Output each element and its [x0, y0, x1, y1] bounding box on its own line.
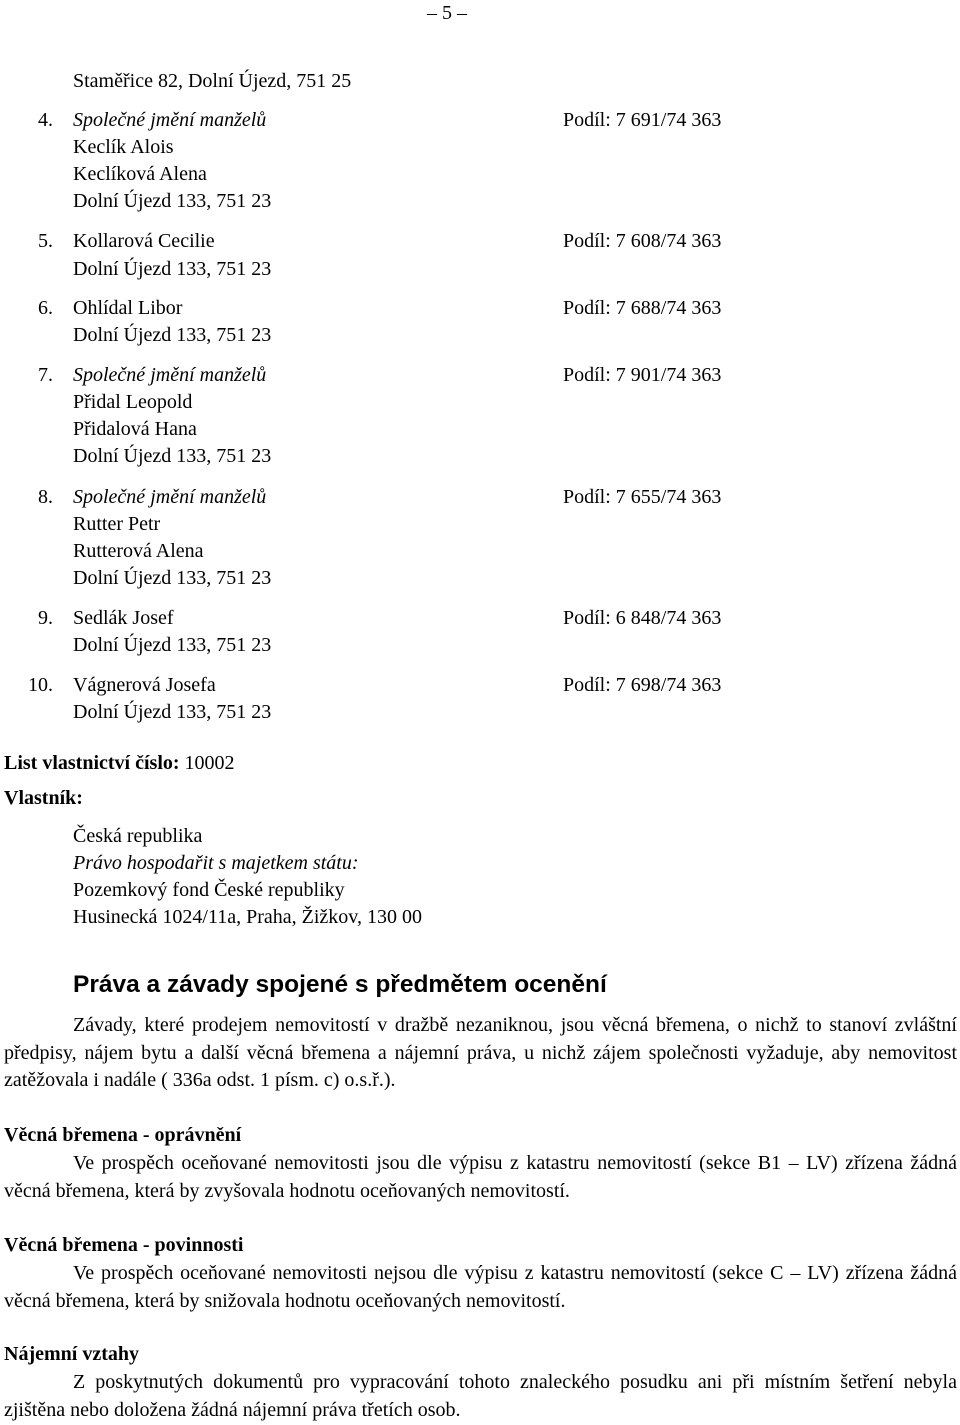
owner-number: 6. [38, 297, 53, 319]
owner-address: Dolní Újezd 133, 751 23 [73, 445, 272, 467]
owner-share: Podíl: 7 655/74 363 [563, 486, 722, 508]
owner-line: Keclík Alois [73, 136, 174, 158]
page-number: – 5 – [427, 2, 467, 24]
owner-address: Dolní Újezd 133, 751 23 [73, 567, 272, 589]
lv-fund: Pozemkový fond České republiky [73, 879, 345, 901]
owner-number: 7. [38, 364, 53, 386]
owner-line: Přidal Leopold [73, 391, 193, 413]
section-heading: Práva a závady spojené s předmětem ocenění [73, 971, 607, 998]
owner-share: Podíl: 7 698/74 363 [563, 674, 722, 696]
owner-number: 10. [28, 674, 53, 696]
owner-label: Vlastník: [4, 787, 83, 809]
owner-share: Podíl: 7 901/74 363 [563, 364, 722, 386]
owner-name: Společné jmění manželů [73, 486, 267, 508]
intro-paragraph: Závady, které prodejem nemovitostí v dražbě nezaniknou, jsou věcná břemena, o nichž to stanoví zvláštní předpisy, nájem bytu a další věcná břemena a nájemní práva, u nichž zájem společnosti vyžaduje, aby nemovitost zatěžovala i nadále ( 336a odst. 1 písm. c) o.s.ř.). [4, 1014, 957, 1091]
owner-number: 5. [38, 230, 53, 252]
owner-share: Podíl: 6 848/74 363 [563, 607, 722, 629]
owner-line: Přidalová Hana [73, 418, 197, 440]
owner-name: Společné jmění manželů [73, 109, 267, 131]
owner-address: Dolní Újezd 133, 751 23 [73, 324, 272, 346]
owner-name: Sedlák Josef [73, 607, 174, 629]
lv-right-label: Právo hospodařit s majetkem státu: [73, 852, 359, 874]
owner-number: 4. [38, 109, 53, 131]
owner-name: Vágnerová Josefa [73, 674, 216, 696]
owner-name: Společné jmění manželů [73, 364, 267, 386]
first-owner-address: Staměřice 82, Dolní Újezd, 751 25 [73, 70, 352, 92]
subsection-text: Ve prospěch oceňované nemovitosti jsou dle výpisu z katastru nemovitostí (sekce B1 – LV) zřízena žádná věcná břemena, která by zvyšovala hodnotu oceňovaných nemovitostí. [4, 1152, 957, 1202]
subsection-title: Nájemní vztahy [4, 1343, 139, 1365]
owner-name: Kollarová Cecilie [73, 230, 215, 252]
owner-share: Podíl: 7 608/74 363 [563, 230, 722, 252]
lv-address: Husinecká 1024/11a, Praha, Žižkov, 130 00 [73, 906, 422, 928]
owner-address: Dolní Újezd 133, 751 23 [73, 190, 272, 212]
lv-number-line [4, 750, 235, 777]
owner-address: Dolní Újezd 133, 751 23 [73, 634, 272, 656]
owner-name: Ohlídal Libor [73, 297, 183, 319]
owner-line: Rutter Petr [73, 513, 161, 535]
subsection-title: Věcná břemena - oprávnění [4, 1124, 242, 1146]
owner-line: Keclíková Alena [73, 163, 207, 185]
owner-line: Rutterová Alena [73, 540, 204, 562]
subsection-title: Věcná břemena - povinnosti [4, 1234, 244, 1256]
subsection-text: Ve prospěch oceňované nemovitosti nejsou dle výpisu z katastru nemovitostí (sekce C – LV) zřízena žádná věcná břemena, která by snižovala hodnotu oceňovaných nemovitostí. [4, 1262, 957, 1312]
owner-number: 8. [38, 486, 53, 508]
subsection-text: Z poskytnutých dokumentů pro vypracování tohoto znaleckého posudku ani při místním šetření nebyla zjištěna nebo doložena žádná nájemní práva třetích osob. [4, 1371, 957, 1421]
owner-number: 9. [38, 607, 53, 629]
owner-share: Podíl: 7 691/74 363 [563, 109, 722, 131]
owner-address: Dolní Újezd 133, 751 23 [73, 701, 272, 723]
owner-address: Dolní Újezd 133, 751 23 [73, 258, 272, 280]
lv-value: 10002 [184, 752, 235, 774]
lv-owner-name: Česká republika [73, 825, 203, 847]
lv-label: List vlastnictví číslo: [4, 752, 180, 774]
owner-share: Podíl: 7 688/74 363 [563, 297, 722, 319]
